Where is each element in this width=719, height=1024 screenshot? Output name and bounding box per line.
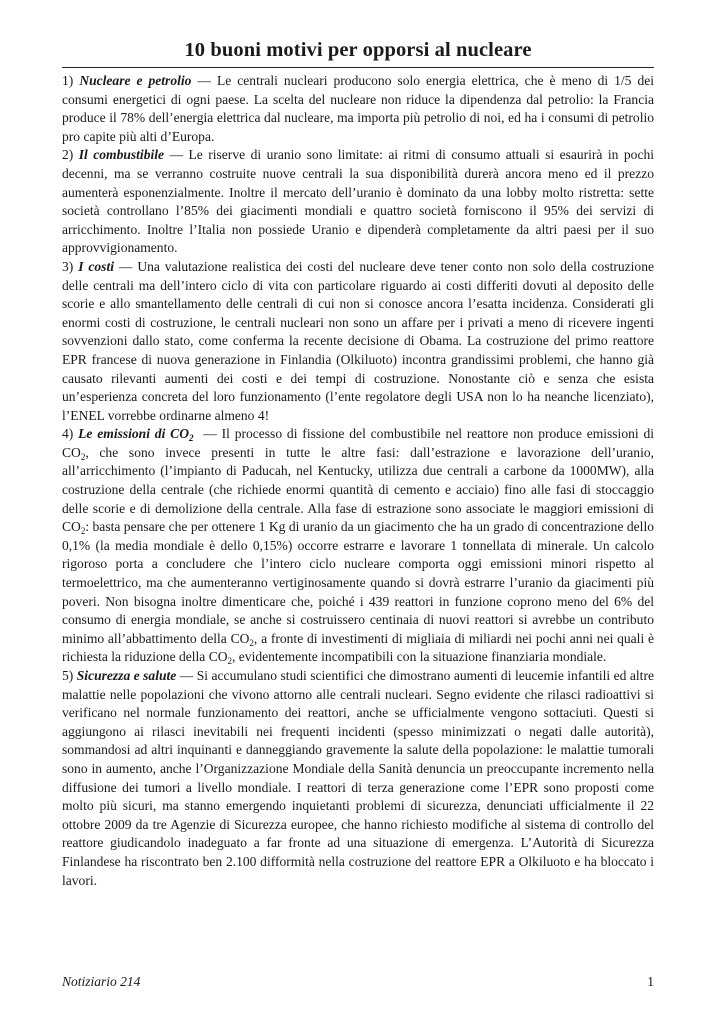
journal-name: Notiziario 214 — [62, 974, 141, 989]
page-title: 10 buoni motivi per opporsi al nucleare — [184, 39, 532, 61]
section-text: Le centrali nucleari producono solo energia elettrica, che è meno di 1/5 dei consumi energetici di ogni paese. La scelta del nucleare non riduce la dipendenza dal petrolio: la Francia produce il 78% dell’energia elettrica dal nucleare, ma importa più petrolio di noi, ed ha i consumi di petrolio pro capite più alti d’Europa. — [62, 73, 655, 144]
section-2 — [62, 146, 654, 258]
section-dash: — — [203, 426, 217, 442]
subscript-2: 2 — [80, 451, 86, 462]
section-heading: Le emissioni di $CO_2$ — [78, 426, 194, 444]
subscript-2: 2 — [249, 637, 254, 648]
page-footer — [62, 973, 654, 991]
document-body — [62, 72, 654, 890]
subscript-2: 2 — [227, 656, 233, 667]
section-heading: Il combustibile — [78, 147, 165, 163]
section-5 — [62, 667, 654, 890]
section-dash: — — [179, 668, 194, 683]
section-text: Il processo di fissione del combustibile nel reattore non produce emissioni di $CO_2$, che sono invece presenti in tutte le altre fasi: dall’estrazione e lavorazione dell’uranio, all’arricchimento (l’impianto di Paducah, nel Kentucky, utilizza due centrali a carbone da 1000MW), alla costruzione della centrale (che richiede enormi quantità di cemento e acciaio) fino alle fasi di stoccaggio delle scorie e di demolizione della centrale. Alla fase di estrazione sono associate le maggiori emissioni di $CO_2$: basta pensare che per ottenere 1 Kg di uranio da un giacimento che ha un grado di concentrazione dello 0,1% (la media mondiale è dello 0,15%) occorre estrarre e lavorare 1 tonnellata di minerale. Un calcolo rigoroso porta a concludere che l’intero ciclo nucleare comporta oggi emissioni minori rispetto al termoelettrico, ma che aumenteranno vertiginosamente quando si dovrà estrarre l’uranio da giacimenti più poveri. Non bisogna inoltre dimenticare che, poiché i 439 reattori in funzione coprono meno del 6% del consumo di energia mondiale, se anche si costruissero centinaia di nuovi reattori si avrebbe un contributo minimo all’abbattimento della $CO_2$, a fronte di investimenti di migliaia di miliardi nei pochi anni nei quali è richiesta la riduzione della $CO_2$, evidentemente incompatibili con la situazione finanziaria mondiale. — [62, 426, 655, 667]
section-heading: Nucleare e petrolio — [79, 73, 192, 88]
section-dash: — — [197, 73, 211, 88]
section-4 — [62, 425, 654, 667]
subscript-2: 2 — [80, 526, 86, 537]
section-text: Le riserve di uranio sono limitate: ai ritmi di consumo attuali si esaurirà in pochi decenni, ma se verranno costruite nuove centrali la sua disponibilità durerà ancora meno ed il prezzo aumenterà esponenzialmente. Inoltre il mercato dell’uranio è dominato da una lobby molto ristretta: sette società controllano l’85% dei giacimenti mondiali e quattro società forniscono il 95% dei servizi di arricchimento. Inoltre l’Italia non possiede Uranio e dipenderà completamente da altri paesi per il suo approvvigionamento. — [62, 147, 654, 256]
section-1 — [62, 72, 654, 146]
section-heading: I costi — [78, 258, 114, 274]
section-text: Si accumulano studi scientifici che dimostrano aumenti di leucemie infantili ed altre malattie nelle popolazioni che vivono attorno alle centrali nucleari. Segno evidente che rilasci radioattivi si verificano nel normale funzionamento dei reattori, anche se ufficialmente vengono sottaciuti. Questi si aggiungono ai rilasci inevitabili nei frequenti incidenti (spesso minimizzati o negati dalle autorità), sommandosi ad altri inquinanti e danneggiando gravemente la salute della popolazione: le malattie tumorali sono in aumento, anche l’Organizzazione Mondiale della Sanità denuncia un preoccupante incremento nella diffusione dei tumori a livello mondiale. I reattori di terza generazione come l’EPR sono proposti come molto più sicuri, ma stanno emergendo inquietanti problemi di sicurezza, denunciati ufficialmente il 22 ottobre 2009 da tre Agenzie di Sicurezza europee, che hanno richiesto modifiche al sistema di controllo del reattore giudicandolo inadeguato a far fronte ad una situazione di emergenza. L’Autorità di Sicurezza Finlandese ha riscontrato ben 2.100 difformità nella costruzione del reattore EPR a Olkiluoto e ha bloccato i lavori. — [62, 668, 654, 888]
section-number: 3) — [62, 258, 74, 274]
section-number: 1) — [62, 73, 74, 88]
document-page — [62, 38, 654, 890]
section-3 — [62, 258, 654, 425]
section-dash: — — [118, 258, 133, 274]
subscript-2: 2 — [189, 433, 194, 444]
section-heading: Sicurezza e salute — [76, 668, 177, 683]
section-number: 2) — [62, 147, 74, 163]
section-number: 4) — [62, 426, 74, 442]
title-divider — [62, 67, 654, 68]
section-dash: — — [169, 147, 184, 163]
page-number: 1 — [647, 974, 654, 989]
section-number: 5) — [62, 668, 74, 683]
section-text: Una valutazione realistica dei costi del nucleare deve tener conto non solo della costruzione delle centrali ma dell’intero ciclo di vita con particolare riguardo ai costi differiti dovuti al deposito delle scorie e allo smantellamento delle centrali di cui non si conosce ancora l’esatta incidenza. Considerati gli enormi costi di costruzione, le centrali nucleari non sono un affare per i privati a meno di ricevere ingenti sovvenzioni dallo stato, come conferma la recente decisione di Obama. La costruzione del primo reattore EPR francese di nuova generazione in Finlandia (Olkiluoto) incontra grandissimi problemi, che hanno già causato rilevanti aumenti dei costi e dei tempi di costruzione. Nonostante ciò e senza che esista un’esperienza concreta del loro funzionamento (l’ente regolatore degli USA non lo ha neanche licenziato), l’ENEL vorrebbe ordinarne almeno 4! — [62, 258, 654, 423]
